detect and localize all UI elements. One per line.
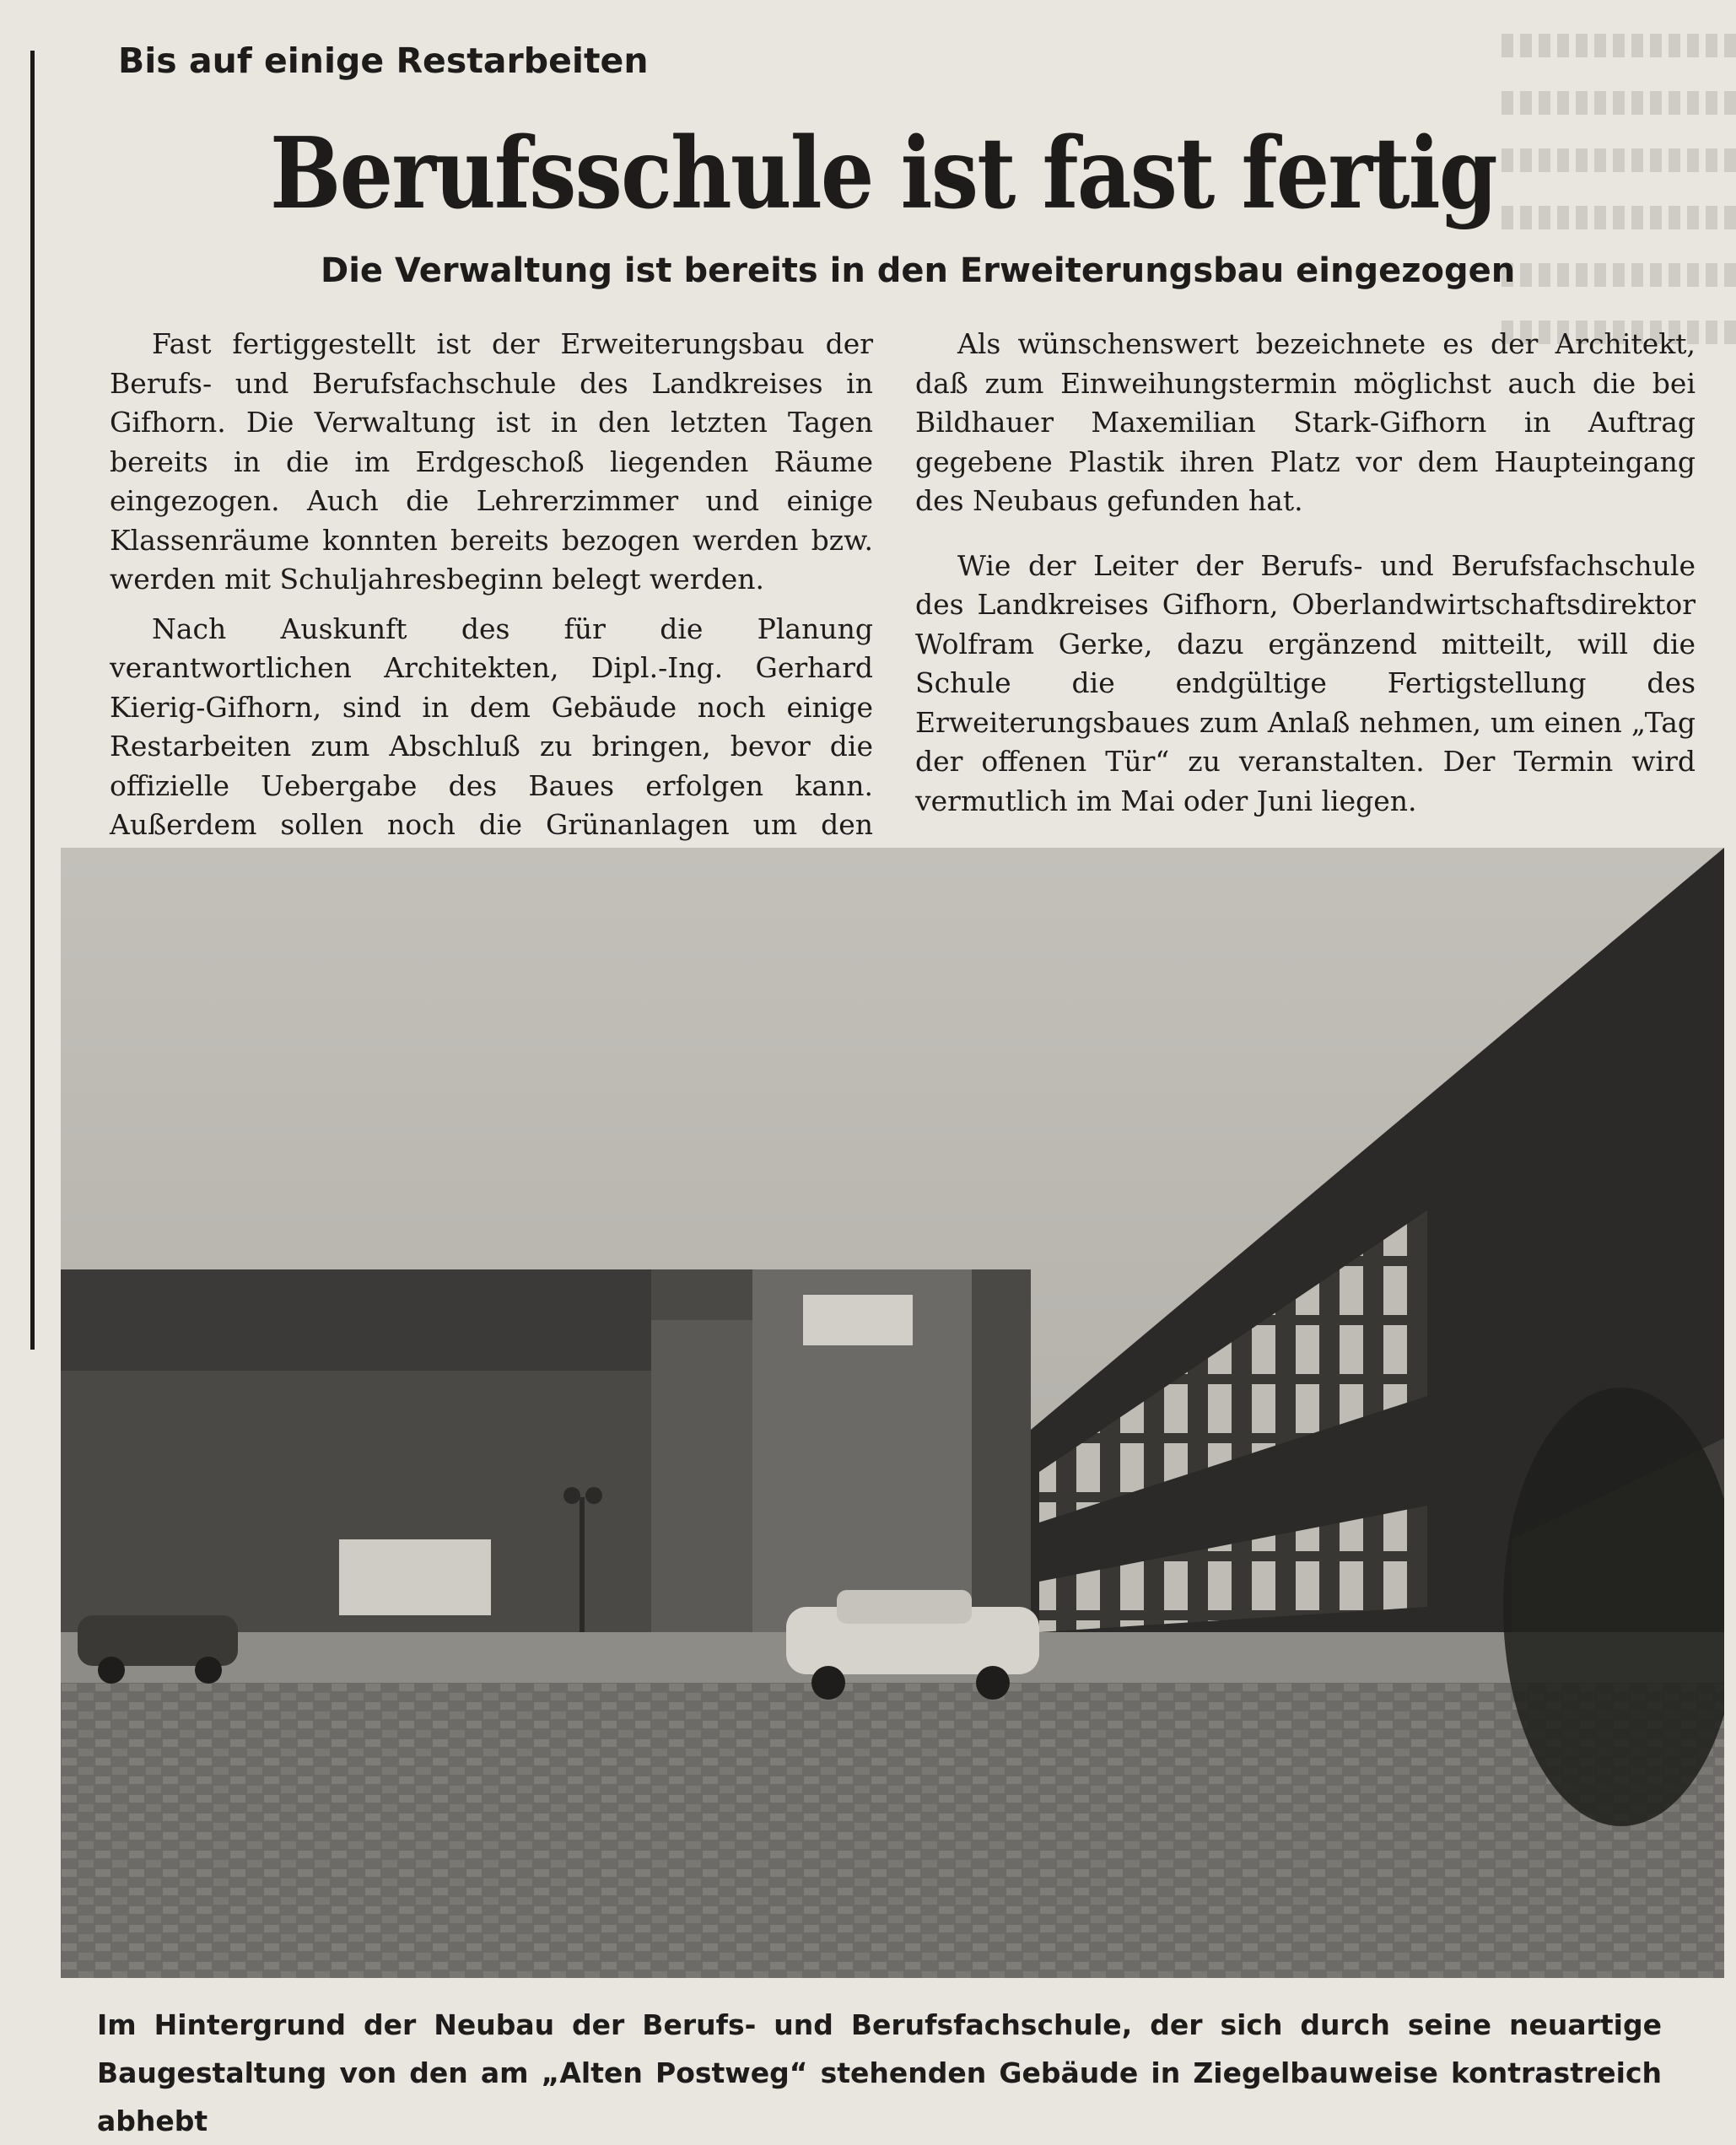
photo-illustration <box>61 848 1724 1978</box>
article-kicker: Bis auf einige Restarbeiten <box>118 40 649 81</box>
right-column <box>915 325 1696 831</box>
building-photo <box>61 848 1724 1978</box>
left-paragraph-1: Fast fertiggestellt ist der Erweiterungsbau der Berufs- und Berufsfachschule des Landkreises in Gifhorn. Die Verwaltung ist in den letzten Tagen bereits in die im Erdgeschoß liegenden Räume eingezogen. Auch die Lehrerzimmer und einige Klassenräume konnten bereits bezogen werden bzw. werden mit Schuljahresbeginn belegt werden. <box>110 327 873 596</box>
column-rule <box>30 51 35 1350</box>
article-headline: Berufsschule ist fast fertig <box>270 116 1496 231</box>
left-paragraph-2: Nach Auskunft des für die Planung verantwortlichen Architekten, Dipl.-Ing. Gerhard Kierig-Gifhorn, sind in dem Gebäude noch einige Restarbeiten zum Abschluß zu bringen, bevor die offizielle Uebergabe des Baues erfolgen kann. Außerdem sollen noch die Grünanlagen um den <box>110 612 873 841</box>
right-paragraph-1: Als wünschenswert bezeichnete es der Architekt, daß zum Einweihungstermin möglichst auch die bei Bildhauer Maxemilian Stark-Gifhorn in Auftrag gegebene Plastik ihren Platz vor dem Haupteingang des Neubaus gefunden hat. <box>915 327 1696 517</box>
photo-caption: Im Hintergrund der Neubau der Berufs- und Berufsfachschule, der sich durch seine neuartige Baugestaltung von den am „Alten Postweg“ stehenden Gebäude in Ziegelbauweise kontrastreich abhebt <box>97 2008 1662 2137</box>
right-paragraph-2: Wie der Leiter der Berufs- und Berufsfachschule des Landkreises Gifhorn, Oberlandwirtschaftsdirektor Wolfram Gerke, dazu ergänzend mitteilt, will die Schule die endgültige Fertigstellung des Erweiterungsbaues zum Anlaß nehmen, um einen „Tag der offenen Tür“ zu veranstalten. Der Termin wird vermutlich im Mai oder Juni liegen. <box>915 548 1696 817</box>
article-subheadline: Die Verwaltung ist bereits in den Erweiterungsbau eingezogen <box>321 251 1516 290</box>
left-column <box>110 325 873 894</box>
